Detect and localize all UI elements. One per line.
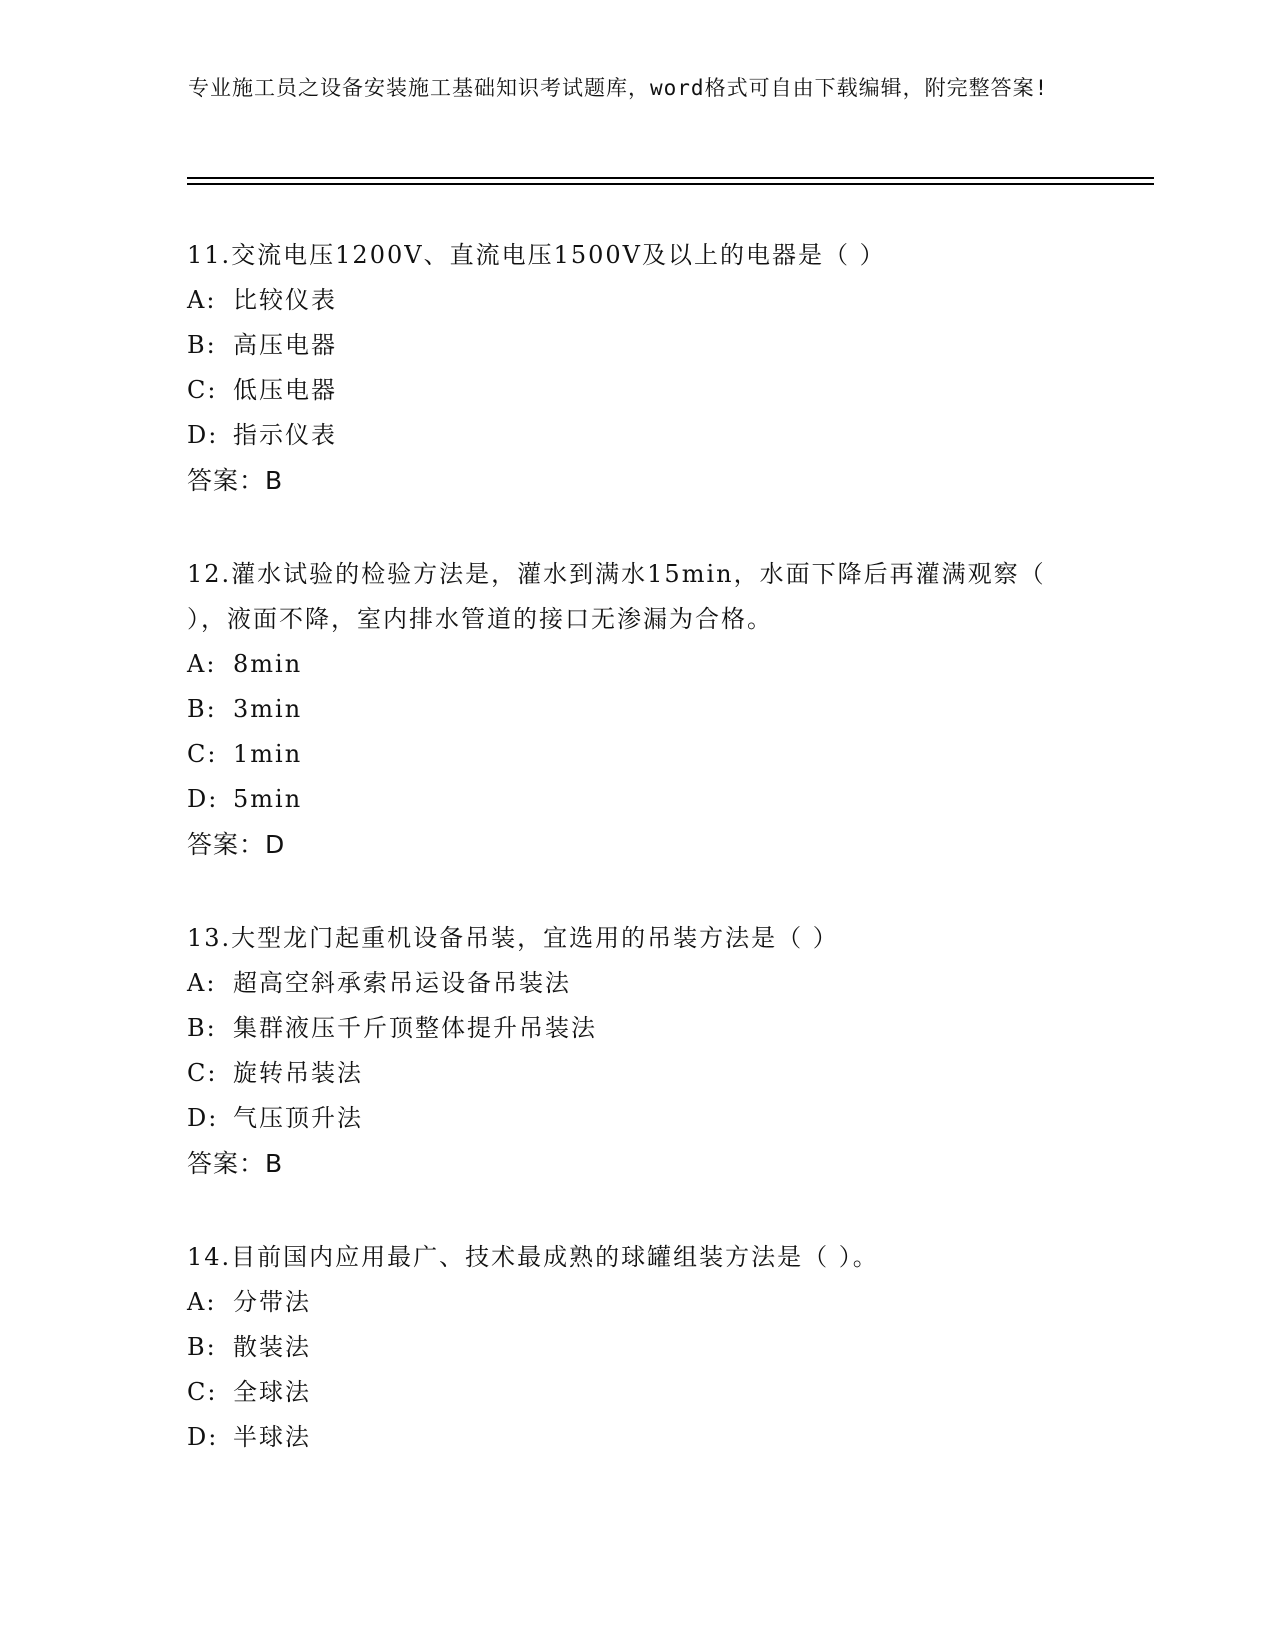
option-key: D: bbox=[187, 785, 219, 813]
option-text: 比较仪表 bbox=[233, 286, 337, 314]
question-13 bbox=[187, 916, 1087, 1186]
option-key: B: bbox=[187, 331, 217, 359]
option-text: 5min bbox=[233, 785, 303, 813]
option-key: A: bbox=[187, 1288, 217, 1316]
question-14 bbox=[187, 1235, 1087, 1460]
option-c bbox=[187, 368, 1087, 413]
option-a bbox=[187, 278, 1087, 323]
option-key: C: bbox=[187, 1378, 218, 1406]
option-text: 1min bbox=[233, 740, 303, 768]
option-key: B: bbox=[187, 695, 217, 723]
option-text: 8min bbox=[233, 650, 303, 678]
option-text: 高压电器 bbox=[233, 331, 337, 359]
option-text: 半球法 bbox=[233, 1423, 311, 1451]
option-d bbox=[187, 777, 1087, 822]
answer-line: 答案：B bbox=[187, 1149, 284, 1178]
option-b bbox=[187, 687, 1087, 732]
option-key: A: bbox=[187, 286, 217, 314]
option-d bbox=[187, 413, 1087, 458]
option-text: 指示仪表 bbox=[233, 421, 337, 449]
question-11 bbox=[187, 233, 1087, 503]
option-key: D: bbox=[187, 421, 219, 449]
option-text: 全球法 bbox=[233, 1378, 311, 1406]
option-text: 集群液压千斤顶整体提升吊装法 bbox=[233, 1014, 597, 1042]
option-key: B: bbox=[187, 1014, 217, 1042]
option-key: D: bbox=[187, 1423, 219, 1451]
answer-line: 答案：B bbox=[187, 466, 284, 495]
option-key: B: bbox=[187, 1333, 217, 1361]
option-a bbox=[187, 642, 1087, 687]
option-a bbox=[187, 1280, 1087, 1325]
option-d bbox=[187, 1096, 1087, 1141]
option-a bbox=[187, 961, 1087, 1006]
option-key: C: bbox=[187, 376, 218, 404]
option-text: 散装法 bbox=[233, 1333, 311, 1361]
option-d bbox=[187, 1415, 1087, 1460]
question-text: 12.灌水试验的检验方法是，灌水到满水15min，水面下降后再灌满观察（ ），液面不降，室内排水管道的接口无渗漏为合格。 bbox=[187, 560, 1046, 633]
option-key: C: bbox=[187, 1059, 218, 1087]
question-text: 14.目前国内应用最广、技术最成熟的球罐组装方法是（ ）。 bbox=[187, 1243, 879, 1271]
option-text: 3min bbox=[233, 695, 303, 723]
question-text: 11.交流电压1200V、直流电压1500V及以上的电器是（ ） bbox=[187, 241, 886, 269]
question-12 bbox=[187, 552, 1087, 867]
question-text: 13.大型龙门起重机设备吊装，宜选用的吊装方法是（ ） bbox=[187, 924, 839, 952]
option-c bbox=[187, 732, 1087, 777]
header-divider-bottom bbox=[187, 183, 1154, 185]
option-text: 超高空斜承索吊运设备吊装法 bbox=[233, 969, 571, 997]
option-text: 旋转吊装法 bbox=[233, 1059, 363, 1087]
answer-line: 答案：D bbox=[187, 830, 286, 859]
header-divider-top bbox=[187, 177, 1154, 179]
option-b bbox=[187, 1006, 1087, 1051]
option-key: D: bbox=[187, 1104, 219, 1132]
option-key: C: bbox=[187, 740, 218, 768]
option-text: 气压顶升法 bbox=[233, 1104, 363, 1132]
option-c bbox=[187, 1051, 1087, 1096]
option-b bbox=[187, 1325, 1087, 1370]
option-text: 低压电器 bbox=[233, 376, 337, 404]
option-key: A: bbox=[187, 969, 217, 997]
option-key: A: bbox=[187, 650, 217, 678]
option-c bbox=[187, 1370, 1087, 1415]
option-b bbox=[187, 323, 1087, 368]
document-header: 专业施工员之设备安装施工基础知识考试题库，word格式可自由下载编辑，附完整答案! bbox=[188, 76, 1049, 100]
option-text: 分带法 bbox=[233, 1288, 311, 1316]
